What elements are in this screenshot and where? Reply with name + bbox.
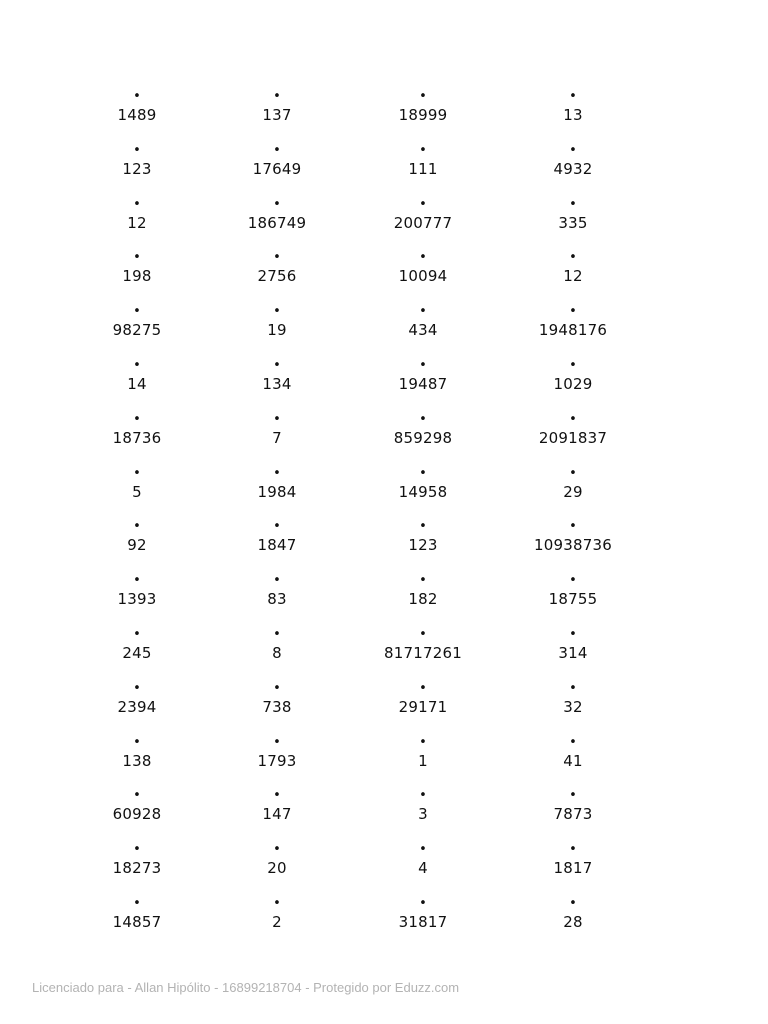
bullet-marker: • bbox=[273, 519, 281, 535]
number-column-1 bbox=[67, 88, 207, 949]
bullet-marker: • bbox=[569, 304, 577, 320]
bullet-marker: • bbox=[133, 842, 141, 858]
number-value: 8 bbox=[272, 643, 282, 662]
list-item bbox=[67, 518, 207, 572]
bullet-marker: • bbox=[569, 89, 577, 104]
number-column-2 bbox=[207, 88, 347, 949]
bullet-marker: • bbox=[569, 519, 577, 535]
list-item bbox=[503, 841, 643, 895]
bullet-marker: • bbox=[133, 411, 141, 427]
bullet-marker: • bbox=[419, 411, 427, 427]
number-value: 1489 bbox=[117, 106, 157, 124]
bullet-marker: • bbox=[419, 250, 427, 266]
list-item bbox=[67, 465, 207, 519]
list-item bbox=[207, 357, 347, 411]
number-value: 3 bbox=[418, 805, 428, 824]
number-column-4 bbox=[503, 88, 643, 949]
number-value: 2091837 bbox=[538, 428, 608, 447]
list-item bbox=[503, 142, 643, 196]
list-item bbox=[503, 465, 643, 519]
list-item bbox=[67, 572, 207, 626]
list-item bbox=[207, 303, 347, 357]
bullet-marker: • bbox=[419, 788, 427, 804]
bullet-marker: • bbox=[133, 142, 141, 158]
list-item bbox=[67, 88, 207, 142]
bullet-marker: • bbox=[419, 196, 427, 212]
list-item bbox=[353, 357, 493, 411]
list-item bbox=[353, 142, 493, 196]
list-item bbox=[67, 787, 207, 841]
bullet-marker: • bbox=[273, 626, 281, 642]
list-item bbox=[67, 895, 207, 949]
bullet-marker: • bbox=[569, 895, 577, 911]
number-value: 12 bbox=[127, 213, 147, 232]
number-value: 92 bbox=[127, 536, 147, 555]
bullet-marker: • bbox=[133, 788, 141, 804]
list-item bbox=[353, 734, 493, 788]
number-value: 123 bbox=[408, 536, 438, 555]
bullet-marker: • bbox=[273, 842, 281, 858]
list-item bbox=[353, 303, 493, 357]
bullet-marker: • bbox=[419, 734, 427, 750]
license-watermark: Licenciado para - Allan Hipólito - 16899218704 - Protegido por Eduzz.com bbox=[32, 980, 460, 995]
number-value: 60928 bbox=[112, 805, 162, 824]
bullet-marker: • bbox=[133, 89, 141, 104]
list-item bbox=[503, 303, 643, 357]
bullet-marker: • bbox=[569, 788, 577, 804]
number-value: 14857 bbox=[112, 912, 162, 931]
bullet-marker: • bbox=[273, 734, 281, 750]
bullet-marker: • bbox=[569, 196, 577, 212]
list-item bbox=[67, 142, 207, 196]
number-value: 245 bbox=[122, 643, 152, 662]
number-value: 1948176 bbox=[538, 321, 608, 340]
bullet-marker: • bbox=[569, 357, 577, 373]
bullet-marker: • bbox=[273, 895, 281, 911]
bullet-marker: • bbox=[419, 142, 427, 158]
number-value: 98275 bbox=[112, 321, 162, 340]
number-value: 83 bbox=[267, 590, 287, 609]
bullet-marker: • bbox=[273, 250, 281, 266]
list-item bbox=[207, 88, 347, 142]
number-value: 1984 bbox=[257, 482, 297, 501]
bullet-marker: • bbox=[569, 734, 577, 750]
list-item bbox=[353, 626, 493, 680]
number-value: 4932 bbox=[553, 159, 593, 178]
list-item bbox=[67, 303, 207, 357]
number-value: 13 bbox=[563, 106, 583, 124]
list-item bbox=[503, 734, 643, 788]
number-value: 32 bbox=[563, 697, 583, 716]
number-value: 4 bbox=[418, 859, 428, 878]
bullet-marker: • bbox=[569, 626, 577, 642]
list-item bbox=[207, 734, 347, 788]
list-item bbox=[207, 787, 347, 841]
bullet-marker: • bbox=[419, 842, 427, 858]
list-item bbox=[207, 518, 347, 572]
number-value: 2756 bbox=[257, 267, 297, 286]
list-item bbox=[67, 196, 207, 250]
list-item bbox=[207, 249, 347, 303]
bullet-marker: • bbox=[273, 196, 281, 212]
number-value: 7 bbox=[272, 428, 282, 447]
number-value: 12 bbox=[563, 267, 583, 286]
number-value: 1029 bbox=[553, 374, 593, 393]
number-value: 7873 bbox=[553, 805, 593, 824]
list-item bbox=[503, 357, 643, 411]
number-value: 314 bbox=[558, 643, 588, 662]
bullet-marker: • bbox=[419, 304, 427, 320]
list-item bbox=[67, 680, 207, 734]
list-item bbox=[503, 680, 643, 734]
number-value: 81717261 bbox=[384, 643, 462, 662]
bullet-marker: • bbox=[569, 411, 577, 427]
bullet-marker: • bbox=[419, 895, 427, 911]
bullet-marker: • bbox=[273, 142, 281, 158]
number-value: 1 bbox=[418, 751, 428, 770]
bullet-marker: • bbox=[569, 842, 577, 858]
list-item bbox=[207, 411, 347, 465]
bullet-marker: • bbox=[273, 89, 281, 104]
number-value: 2 bbox=[272, 912, 282, 931]
number-value: 14958 bbox=[398, 482, 448, 501]
number-value: 18755 bbox=[548, 590, 598, 609]
number-value: 859298 bbox=[393, 428, 453, 447]
bullet-marker: • bbox=[133, 196, 141, 212]
number-value: 41 bbox=[563, 751, 583, 770]
number-value: 28 bbox=[563, 912, 583, 931]
number-value: 198 bbox=[122, 267, 152, 286]
bullet-marker: • bbox=[419, 626, 427, 642]
bullet-marker: • bbox=[569, 573, 577, 589]
list-item bbox=[207, 142, 347, 196]
list-item bbox=[207, 680, 347, 734]
bullet-marker: • bbox=[133, 680, 141, 696]
list-item bbox=[207, 465, 347, 519]
list-item bbox=[503, 895, 643, 949]
number-value: 123 bbox=[122, 159, 152, 178]
number-value: 182 bbox=[408, 590, 438, 609]
bullet-marker: • bbox=[133, 519, 141, 535]
bullet-marker: • bbox=[569, 142, 577, 158]
number-value: 18273 bbox=[112, 859, 162, 878]
bullet-marker: • bbox=[273, 357, 281, 373]
number-value: 29171 bbox=[398, 697, 448, 716]
number-value: 137 bbox=[262, 106, 292, 124]
number-value: 738 bbox=[262, 697, 292, 716]
bullet-marker: • bbox=[419, 573, 427, 589]
number-value: 200777 bbox=[393, 213, 453, 232]
list-item bbox=[353, 841, 493, 895]
number-value: 18736 bbox=[112, 428, 162, 447]
number-value: 1393 bbox=[117, 590, 157, 609]
bullet-marker: • bbox=[419, 680, 427, 696]
number-value: 434 bbox=[408, 321, 438, 340]
list-item bbox=[67, 841, 207, 895]
list-item bbox=[353, 249, 493, 303]
list-item bbox=[67, 626, 207, 680]
list-item bbox=[353, 787, 493, 841]
bullet-marker: • bbox=[133, 734, 141, 750]
list-item bbox=[503, 196, 643, 250]
number-value: 1793 bbox=[257, 751, 297, 770]
list-item bbox=[503, 249, 643, 303]
bullet-marker: • bbox=[133, 250, 141, 266]
list-item bbox=[207, 895, 347, 949]
number-value: 134 bbox=[262, 374, 292, 393]
list-item bbox=[353, 88, 493, 142]
number-value: 10938736 bbox=[534, 536, 612, 555]
bullet-marker: • bbox=[273, 304, 281, 320]
bullet-marker: • bbox=[273, 788, 281, 804]
bullet-marker: • bbox=[569, 680, 577, 696]
number-value: 14 bbox=[127, 374, 147, 393]
number-value: 29 bbox=[563, 482, 583, 501]
number-value: 10094 bbox=[398, 267, 448, 286]
bullet-marker: • bbox=[273, 411, 281, 427]
list-item bbox=[503, 411, 643, 465]
list-item bbox=[207, 841, 347, 895]
number-value: 147 bbox=[262, 805, 292, 824]
bullet-marker: • bbox=[273, 465, 281, 481]
number-value: 18999 bbox=[398, 106, 448, 124]
bullet-marker: • bbox=[419, 519, 427, 535]
list-item bbox=[503, 626, 643, 680]
list-item bbox=[503, 572, 643, 626]
number-value: 2394 bbox=[117, 697, 157, 716]
bullet-marker: • bbox=[133, 357, 141, 373]
bullet-marker: • bbox=[273, 680, 281, 696]
number-value: 5 bbox=[132, 482, 142, 501]
list-item bbox=[503, 518, 643, 572]
list-item bbox=[67, 249, 207, 303]
list-item bbox=[207, 196, 347, 250]
number-column-3 bbox=[353, 88, 493, 949]
bullet-marker: • bbox=[419, 357, 427, 373]
list-item bbox=[353, 680, 493, 734]
number-value: 1847 bbox=[257, 536, 297, 555]
list-item bbox=[67, 411, 207, 465]
bullet-marker: • bbox=[133, 465, 141, 481]
list-item bbox=[353, 518, 493, 572]
bullet-marker: • bbox=[419, 465, 427, 481]
list-item bbox=[207, 626, 347, 680]
number-value: 186749 bbox=[247, 213, 307, 232]
bullet-marker: • bbox=[133, 573, 141, 589]
bullet-marker: • bbox=[133, 304, 141, 320]
list-item bbox=[503, 88, 643, 142]
bullet-marker: • bbox=[133, 626, 141, 642]
list-item bbox=[353, 572, 493, 626]
list-item bbox=[207, 572, 347, 626]
number-value: 31817 bbox=[398, 912, 448, 931]
list-item bbox=[67, 357, 207, 411]
number-value: 111 bbox=[408, 159, 438, 178]
number-value: 19 bbox=[267, 321, 287, 340]
list-item bbox=[353, 196, 493, 250]
bullet-marker: • bbox=[569, 465, 577, 481]
number-value: 20 bbox=[267, 859, 287, 878]
bullet-marker: • bbox=[273, 573, 281, 589]
number-value: 1817 bbox=[553, 859, 593, 878]
list-item bbox=[353, 465, 493, 519]
list-item bbox=[353, 895, 493, 949]
bullet-marker: • bbox=[133, 895, 141, 911]
number-value: 17649 bbox=[252, 159, 302, 178]
number-value: 335 bbox=[558, 213, 588, 232]
list-item bbox=[503, 787, 643, 841]
number-value: 19487 bbox=[398, 374, 448, 393]
list-item bbox=[353, 411, 493, 465]
number-value: 138 bbox=[122, 751, 152, 770]
bullet-marker: • bbox=[419, 89, 427, 104]
list-item bbox=[67, 734, 207, 788]
bullet-marker: • bbox=[569, 250, 577, 266]
